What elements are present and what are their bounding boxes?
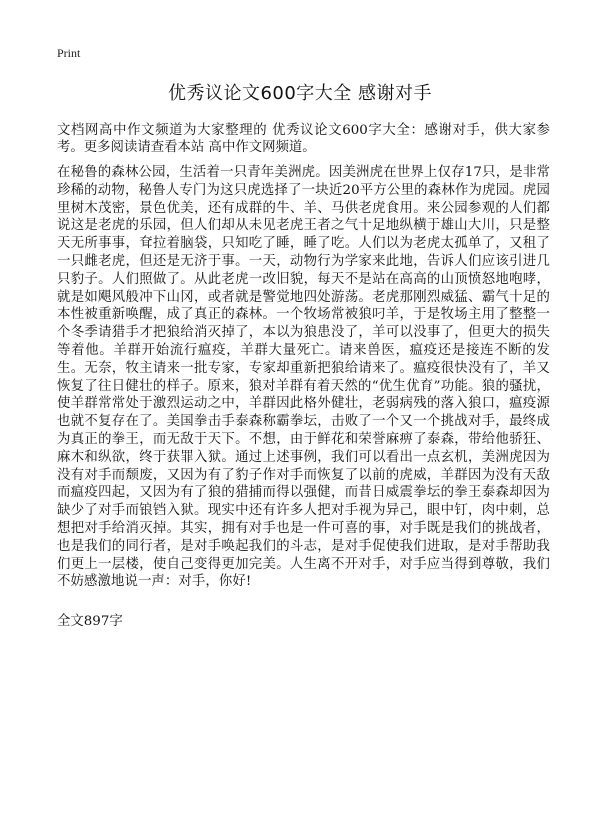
print-link[interactable]: Print xyxy=(57,46,81,60)
word-count: 全文897字 xyxy=(57,614,123,629)
article-body: 在秘鲁的森林公园，生活着一只青年美洲虎。因美洲虎在世界上仅存17只，是非常珍稀的动物，秘鲁人专门为这只虎选择了一块近20平方公里的森林作为虎园。虎园里树木茂密，景色优美，还有成群的牛、羊、马供老虎食用。来公园参观的人们都说这是老虎的乐园，但人们却从未见老虎王者之气十足地纵横于雄山大川，只是整天无所事事，耷拉着脑袋，只知吃了睡，睡了吃。人们以为老虎太孤单了，又租了一只雌老虎，但还是无济于事。一天，动物行为学家来此地，告诉人们应该引进几只豹子。人们照做了。从此老虎一改旧貌，每天不是站在高高的山顶愤怒地咆哮，就是如飓风般冲下山冈，或者就是警觉地四处游荡。老虎那刚烈威猛、霸气十足的本性被重新唤醒，成了真正的森林。一个牧场常被狼叼羊，于是牧场主用了整整一个冬季请猎手才把狼给消灭掉了，本以为狼患没了，羊可以没事了，但更大的损失等着他。羊群开始流行瘟疫，羊群大量死亡。请来兽医，瘟疫还是接连不断的发生。无奈，牧主请来一批专家，专家却重新把狼给请来了。瘟疫很快没有了，羊又恢复了往日健壮的样子。原来，狼对羊群有着天然的“优生优育”功能。狼的骚扰，使羊群常常处于激烈运动之中，羊群因此格外健壮，老弱病残的落入狼口，瘟疫源也就不复存在了。美国拳击手泰森称霸拳坛，击败了一个又一个挑战对手，最终成为真正的拳王，而无敌于天下。不想，由于鲜花和荣誉麻痹了泰森，带给他骄狂、麻木和纵欲，终于获罪入狱。通过上述事例，我们可以看出一点玄机，美洲虎因为没有对手而颓废，又因为有了豹子作对手而恢复了以前的虎威，羊群因为没有天敌而瘟疫四起，又因为有了狼的猎捕而得以强健，而昔日威震拳坛的拳王泰森却因为缺少了对手而锒铛入狱。现实中还有许多人把对手视为异己，眼中钉，肉中刺，总想把对手给消灭掉。其实，拥有对手也是一件可喜的事，对手既是我们的挑战者，也是我们的同行者，是对手唤起我们的斗志，是对手促使我们进取，是对手帮助我们更上一层楼，使自己变得更加完美。人生离不开对手，对手应当得到尊敬，我们不妨感激地说一声：对手，你好! xyxy=(57,165,550,590)
article-intro: 文档网高中作文频道为大家整理的 优秀议论文600字大全：感谢对手，供大家参考。更多阅读请查看本站 高中作文网频道。 xyxy=(57,123,550,155)
page-title: 优秀议论文600字大全 感谢对手 xyxy=(167,83,433,104)
